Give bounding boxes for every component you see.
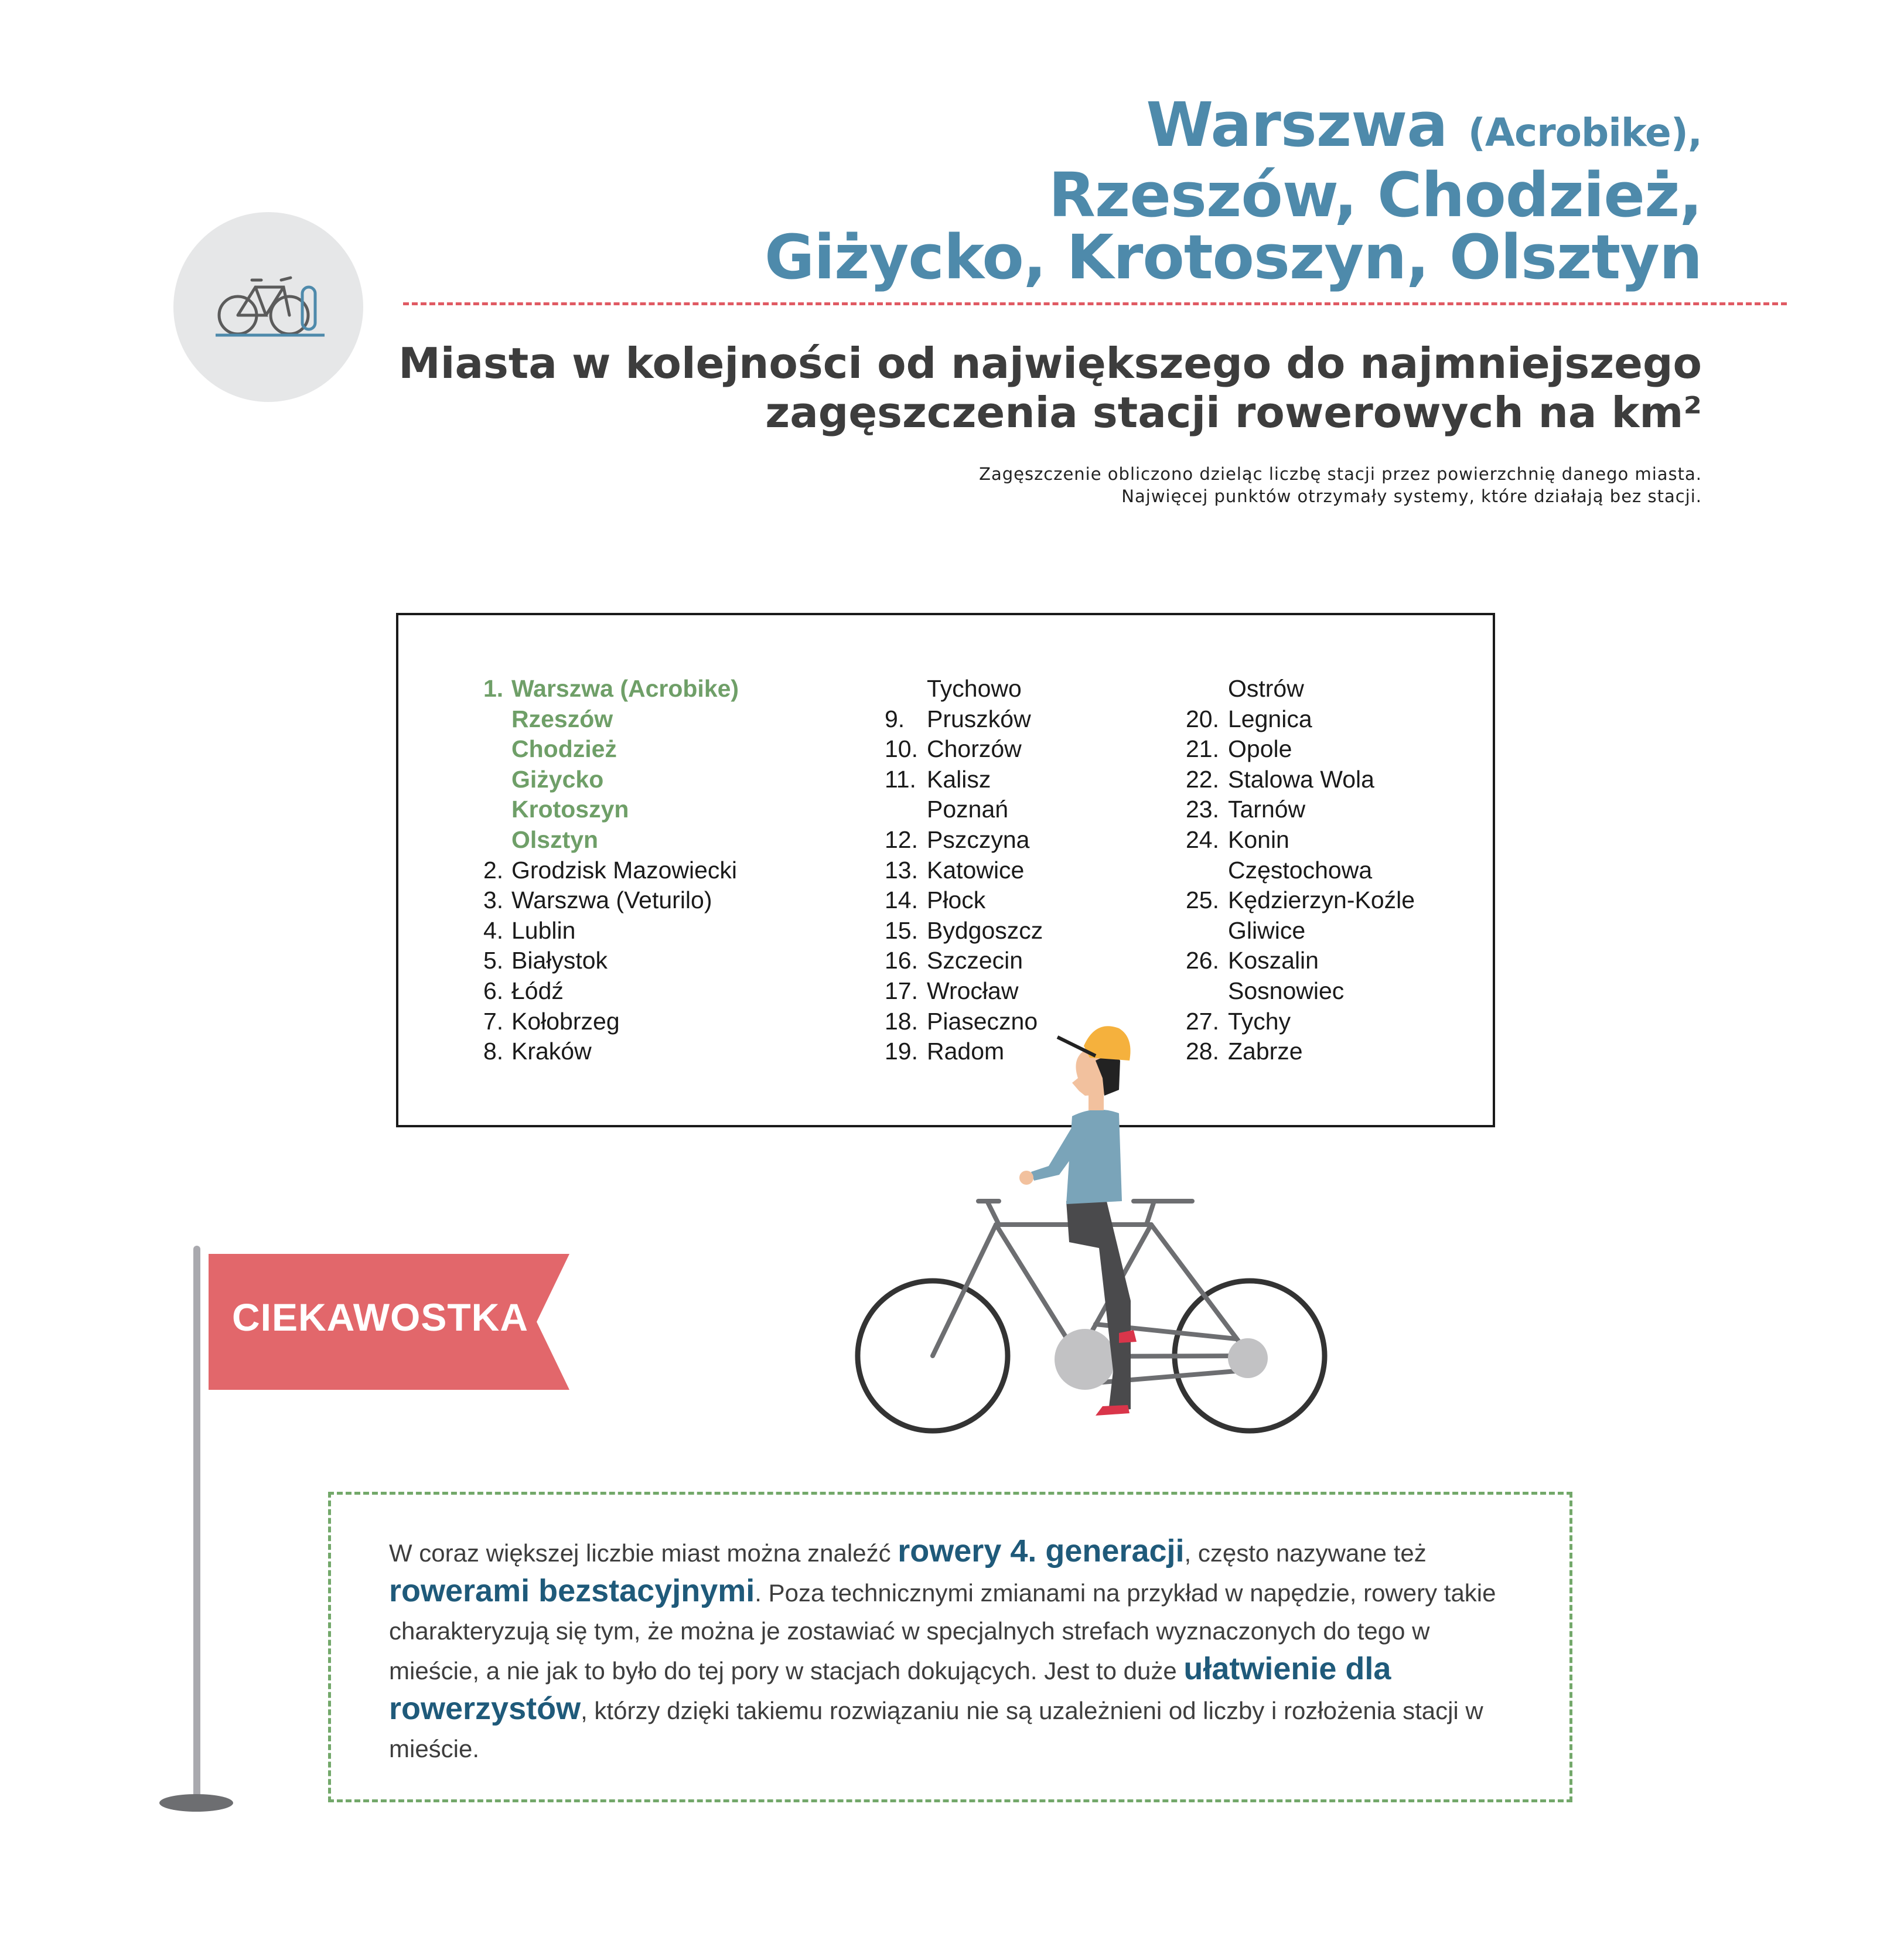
ranking-city: Tychy: [1228, 1007, 1291, 1035]
ranking-city: Poznań: [927, 796, 1009, 823]
ranking-item: [483, 855, 739, 886]
ranking-city: Warszwa (Acrobike): [511, 675, 739, 702]
ranking-city: Kraków: [511, 1038, 592, 1065]
ranking-item: [483, 946, 739, 976]
ranking-column-1: [483, 674, 739, 1067]
title-city-main: Warszwa: [1146, 89, 1448, 161]
ranking-item: [1186, 825, 1415, 855]
ranking-city: Łódź: [511, 977, 564, 1004]
title-line-2: Rzeszów, Chodzież,: [1048, 159, 1702, 231]
fact-text-4: , którzy dzięki takiemu rozwiązaniu nie są uzależnieni od liczby i rozłożenia stacji w mieście.: [389, 1697, 1483, 1762]
ranking-item: [1186, 795, 1415, 825]
ranking-city: Pruszków: [927, 705, 1031, 732]
fact-text-2: , często nazywane też: [1184, 1539, 1427, 1567]
ranking-number: [483, 734, 511, 765]
ranking-city: Kędzierzyn-Koźle: [1228, 887, 1415, 914]
ranking-item: [1186, 674, 1415, 704]
ranking-city: Legnica: [1228, 705, 1312, 732]
ranking-item: [483, 825, 739, 855]
ranking-city: Kalisz: [927, 765, 991, 793]
fact-text-3: . Poza technicznymi zmianami na przykład w napędzie, rowery takie charakteryzują się tym, że można je zostawiać w specjalnych strefach wyznaczonych do tego w mieście, a nie jak to było do tej pory w stacjach dokujących. Jest to duże: [389, 1579, 1496, 1685]
ranking-city: Katowice: [927, 856, 1025, 884]
fact-text-1: W coraz większej liczbie miast można znaleźć: [389, 1539, 898, 1567]
page-title: [413, 89, 1702, 293]
ranking-number: 22.: [1186, 765, 1219, 793]
ranking-number: [483, 825, 511, 855]
ranking-number: 9.: [885, 705, 905, 732]
ranking-item: [885, 734, 1043, 765]
ranking-item: [1186, 765, 1415, 795]
ranking-item: [483, 795, 739, 825]
ranking-number: 12.: [885, 826, 918, 853]
ranking-city: Białystok: [511, 947, 608, 974]
fact-highlight-2: rowerami bezstacyjnymi: [389, 1573, 755, 1608]
ranking-number: [483, 765, 511, 795]
ranking-number: [885, 674, 927, 704]
ranking-city: Wrocław: [927, 977, 1019, 1004]
ranking-city: Chodzież: [511, 735, 617, 763]
subtitle-line-2: zagęszczenia stacji rowerowych na km²: [765, 388, 1702, 437]
ranking-number: [885, 795, 927, 825]
ranking-city: Giżycko: [511, 765, 604, 793]
ranking-city: Tarnów: [1228, 796, 1306, 823]
ranking-number: 15.: [885, 916, 918, 944]
ranking-item: [1186, 885, 1415, 916]
ranking-number: 27.: [1186, 1007, 1219, 1035]
ranking-city: Płock: [927, 887, 986, 914]
ranking-number: 21.: [1186, 735, 1219, 763]
ranking-city: Częstochowa: [1228, 856, 1373, 884]
ranking-item: [885, 916, 1043, 946]
ranking-city: Tychowo: [927, 675, 1022, 702]
fact-highlight-3: ułatwienie dla rowerzystów: [389, 1651, 1391, 1726]
ranking-item: [483, 1037, 739, 1067]
ranking-city: Zabrze: [1228, 1038, 1303, 1065]
ranking-item: [1186, 946, 1415, 976]
ranking-number: 28.: [1186, 1038, 1219, 1065]
ranking-number: 20.: [1186, 705, 1219, 732]
ranking-number: 13.: [885, 856, 918, 884]
ranking-number: [1186, 916, 1228, 946]
ranking-city: Bydgoszcz: [927, 916, 1043, 944]
ranking-city: Stalowa Wola: [1228, 765, 1374, 793]
ranking-item: [483, 1007, 739, 1037]
ranking-item: [885, 855, 1043, 886]
ranking-city: Radom: [927, 1038, 1005, 1065]
ranking-item: [885, 946, 1043, 976]
flag-base: [159, 1794, 233, 1812]
ranking-city: Koszalin: [1228, 947, 1319, 974]
flag-pole: [193, 1246, 200, 1808]
title-city-note: (Acrobike),: [1468, 110, 1702, 155]
title-line-3: Giżycko, Krotoszyn, Olsztyn: [764, 221, 1702, 293]
ranking-item: [1186, 734, 1415, 765]
ranking-item: [483, 674, 739, 704]
fact-highlight-1: rowery 4. generacji: [898, 1533, 1185, 1569]
ranking-item: [1186, 855, 1415, 886]
ranking-item: [885, 885, 1043, 916]
ranking-number: 26.: [1186, 947, 1219, 974]
ranking-number: 25.: [1186, 887, 1219, 914]
ranking-number: 23.: [1186, 796, 1219, 823]
ranking-item: [885, 704, 1043, 735]
method-note: [413, 463, 1702, 507]
ranking-number: 8.: [483, 1038, 504, 1065]
ranking-number: [1186, 674, 1228, 704]
ranking-city: Grodzisk Mazowiecki: [511, 856, 738, 884]
ranking-item: [885, 674, 1043, 704]
ranking-item: [1186, 916, 1415, 946]
note-line-2: Najwięcej punktów otrzymały systemy, które działają bez stacji.: [1121, 486, 1702, 506]
fun-fact-text: [389, 1532, 1526, 1768]
ranking-item: [483, 734, 739, 765]
ranking-city: Chorzów: [927, 735, 1022, 763]
cyclist-illustration: [838, 996, 1347, 1453]
ranking-number: 10.: [885, 735, 918, 763]
ranking-item: [483, 976, 739, 1007]
ranking-number: 4.: [483, 916, 504, 944]
ranking-number: 7.: [483, 1007, 504, 1035]
flag-label: CIEKAWOSTKA: [232, 1295, 528, 1339]
ranking-number: 19.: [885, 1038, 918, 1065]
divider: [403, 302, 1787, 305]
ranking-city: Sosnowiec: [1228, 977, 1345, 1004]
ranking-city: Opole: [1228, 735, 1292, 763]
ranking-number: 3.: [483, 887, 504, 914]
ranking-item: [483, 916, 739, 946]
ranking-number: 18.: [885, 1007, 918, 1035]
ranking-number: [483, 795, 511, 825]
ranking-city: Kołobrzeg: [511, 1007, 620, 1035]
ranking-city: Lublin: [511, 916, 576, 944]
ranking-number: [483, 704, 511, 735]
ranking-number: 16.: [885, 947, 918, 974]
ranking-item: [483, 704, 739, 735]
ranking-city: Gliwice: [1228, 916, 1306, 944]
ranking-number: [1186, 855, 1228, 886]
subtitle: [237, 339, 1702, 437]
ranking-number: 17.: [885, 977, 918, 1004]
ranking-city: Konin: [1228, 826, 1289, 853]
ranking-number: 5.: [483, 947, 504, 974]
ranking-city: Olsztyn: [511, 826, 599, 853]
ranking-number: 6.: [483, 977, 504, 1004]
ranking-city: Krotoszyn: [511, 796, 629, 823]
ranking-city: Szczecin: [927, 947, 1023, 974]
ranking-item: [483, 765, 739, 795]
ranking-city: Piaseczno: [927, 1007, 1038, 1035]
note-line-1: Zagęszczenie obliczono dzieląc liczbę stacji przez powierzchnię danego miasta.: [979, 464, 1702, 484]
ranking-number: 2.: [483, 856, 504, 884]
ranking-city: Ostrów: [1228, 675, 1304, 702]
ranking-item: [885, 765, 1043, 795]
ranking-item: [1186, 704, 1415, 735]
subtitle-line-1: Miasta w kolejności od największego do najmniejszego: [398, 339, 1702, 388]
ranking-city: Pszczyna: [927, 826, 1030, 853]
ranking-city: Rzeszów: [511, 705, 613, 732]
ranking-number: 1.: [483, 675, 504, 702]
ranking-number: 14.: [885, 887, 918, 914]
ranking-item: [885, 825, 1043, 855]
ranking-number: 11.: [885, 765, 916, 793]
ranking-number: 24.: [1186, 826, 1219, 853]
ranking-item: [885, 795, 1043, 825]
ranking-city: Warszwa (Veturilo): [511, 887, 712, 914]
ranking-item: [483, 885, 739, 916]
